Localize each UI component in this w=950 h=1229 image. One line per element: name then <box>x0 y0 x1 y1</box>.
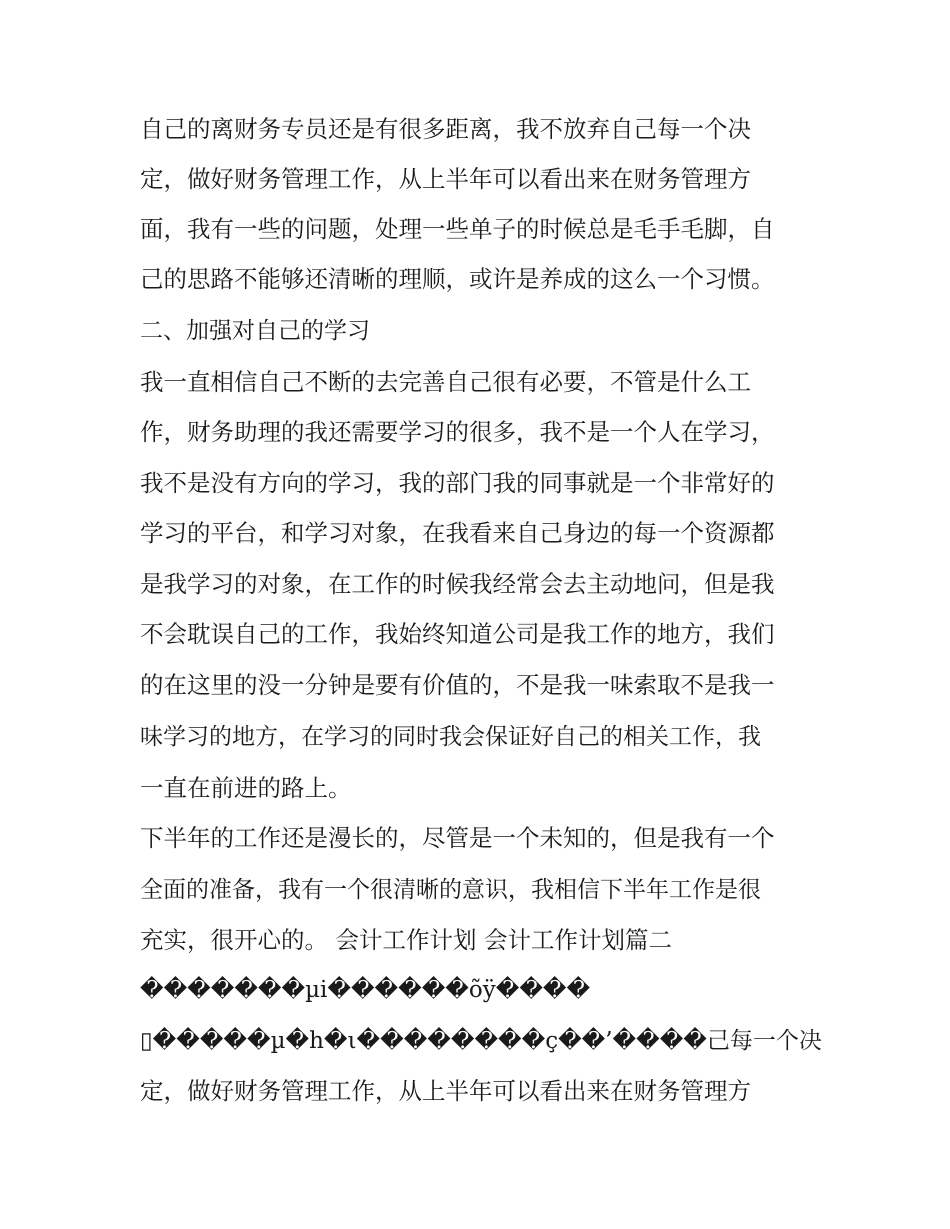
paragraph-line-9: 学习的平台，和学习对象，在我看来自己身边的每一个资源都 <box>140 519 775 547</box>
section-heading: 二、加强对自己的学习 <box>140 318 370 344</box>
paragraph-line-15: 下半年的工作还是漫长的，尽管是一个未知的，但是我有一个 <box>140 824 775 852</box>
paragraph-line-11: 不会耽误自己的工作，我始终知道公司是我工作的地方，我们 <box>140 620 775 648</box>
paragraph-line-6: 我一直相信自己不断的去完善自己很有必要，不管是什么工 <box>140 368 751 396</box>
paragraph-line-12: 的在这里的没一分钟是要有价值的，不是我一味索取不是我一 <box>140 671 775 699</box>
garbled-line-1: �������µi������õÿ���� <box>140 977 591 1003</box>
paragraph-line-2: 定，做好财务管理工作，从上半年可以看出来在财务管理方 <box>140 165 751 193</box>
garbled-line-2: ▯�����µ�h�ι��������ç��’����己每一个决 <box>140 1028 822 1054</box>
paragraph-line-8: 我不是没有方向的学习，我的部门我的同事就是一个非常好的 <box>140 469 775 497</box>
paragraph-line-7: 作，财务助理的我还需要学习的很多，我不是一个人在学习， <box>140 418 775 446</box>
paragraph-line-16: 全面的准备，我有一个很清晰的意识，我相信下半年工作是很 <box>140 877 761 903</box>
paragraph-line-20: 定，做好财务管理工作，从上半年可以看出来在财务管理方 <box>140 1077 751 1105</box>
paragraph-line-10: 是我学习的对象，在工作的时候我经常会去主动地问，但是我 <box>140 570 775 598</box>
paragraph-line-3: 面，我有一些的问题，处理一些单子的时候总是毛手毛脚，自 <box>140 215 775 243</box>
paragraph-line-17: 充实，很开心的。 会计工作计划 会计工作计划篇二 <box>140 926 672 954</box>
paragraph-line-13: 味学习的地方，在学习的同时我会保证好自己的相关工作，我 <box>140 724 761 750</box>
paragraph-line-1: 自己的离财务专员还是有很多距离，我不放弃自己每一个决 <box>140 115 751 143</box>
paragraph-line-4: 己的思路不能够还清晰的理顺，或许是养成的这么一个习惯。 <box>140 265 775 293</box>
paragraph-line-14: 一直在前进的路上。 <box>140 774 352 802</box>
